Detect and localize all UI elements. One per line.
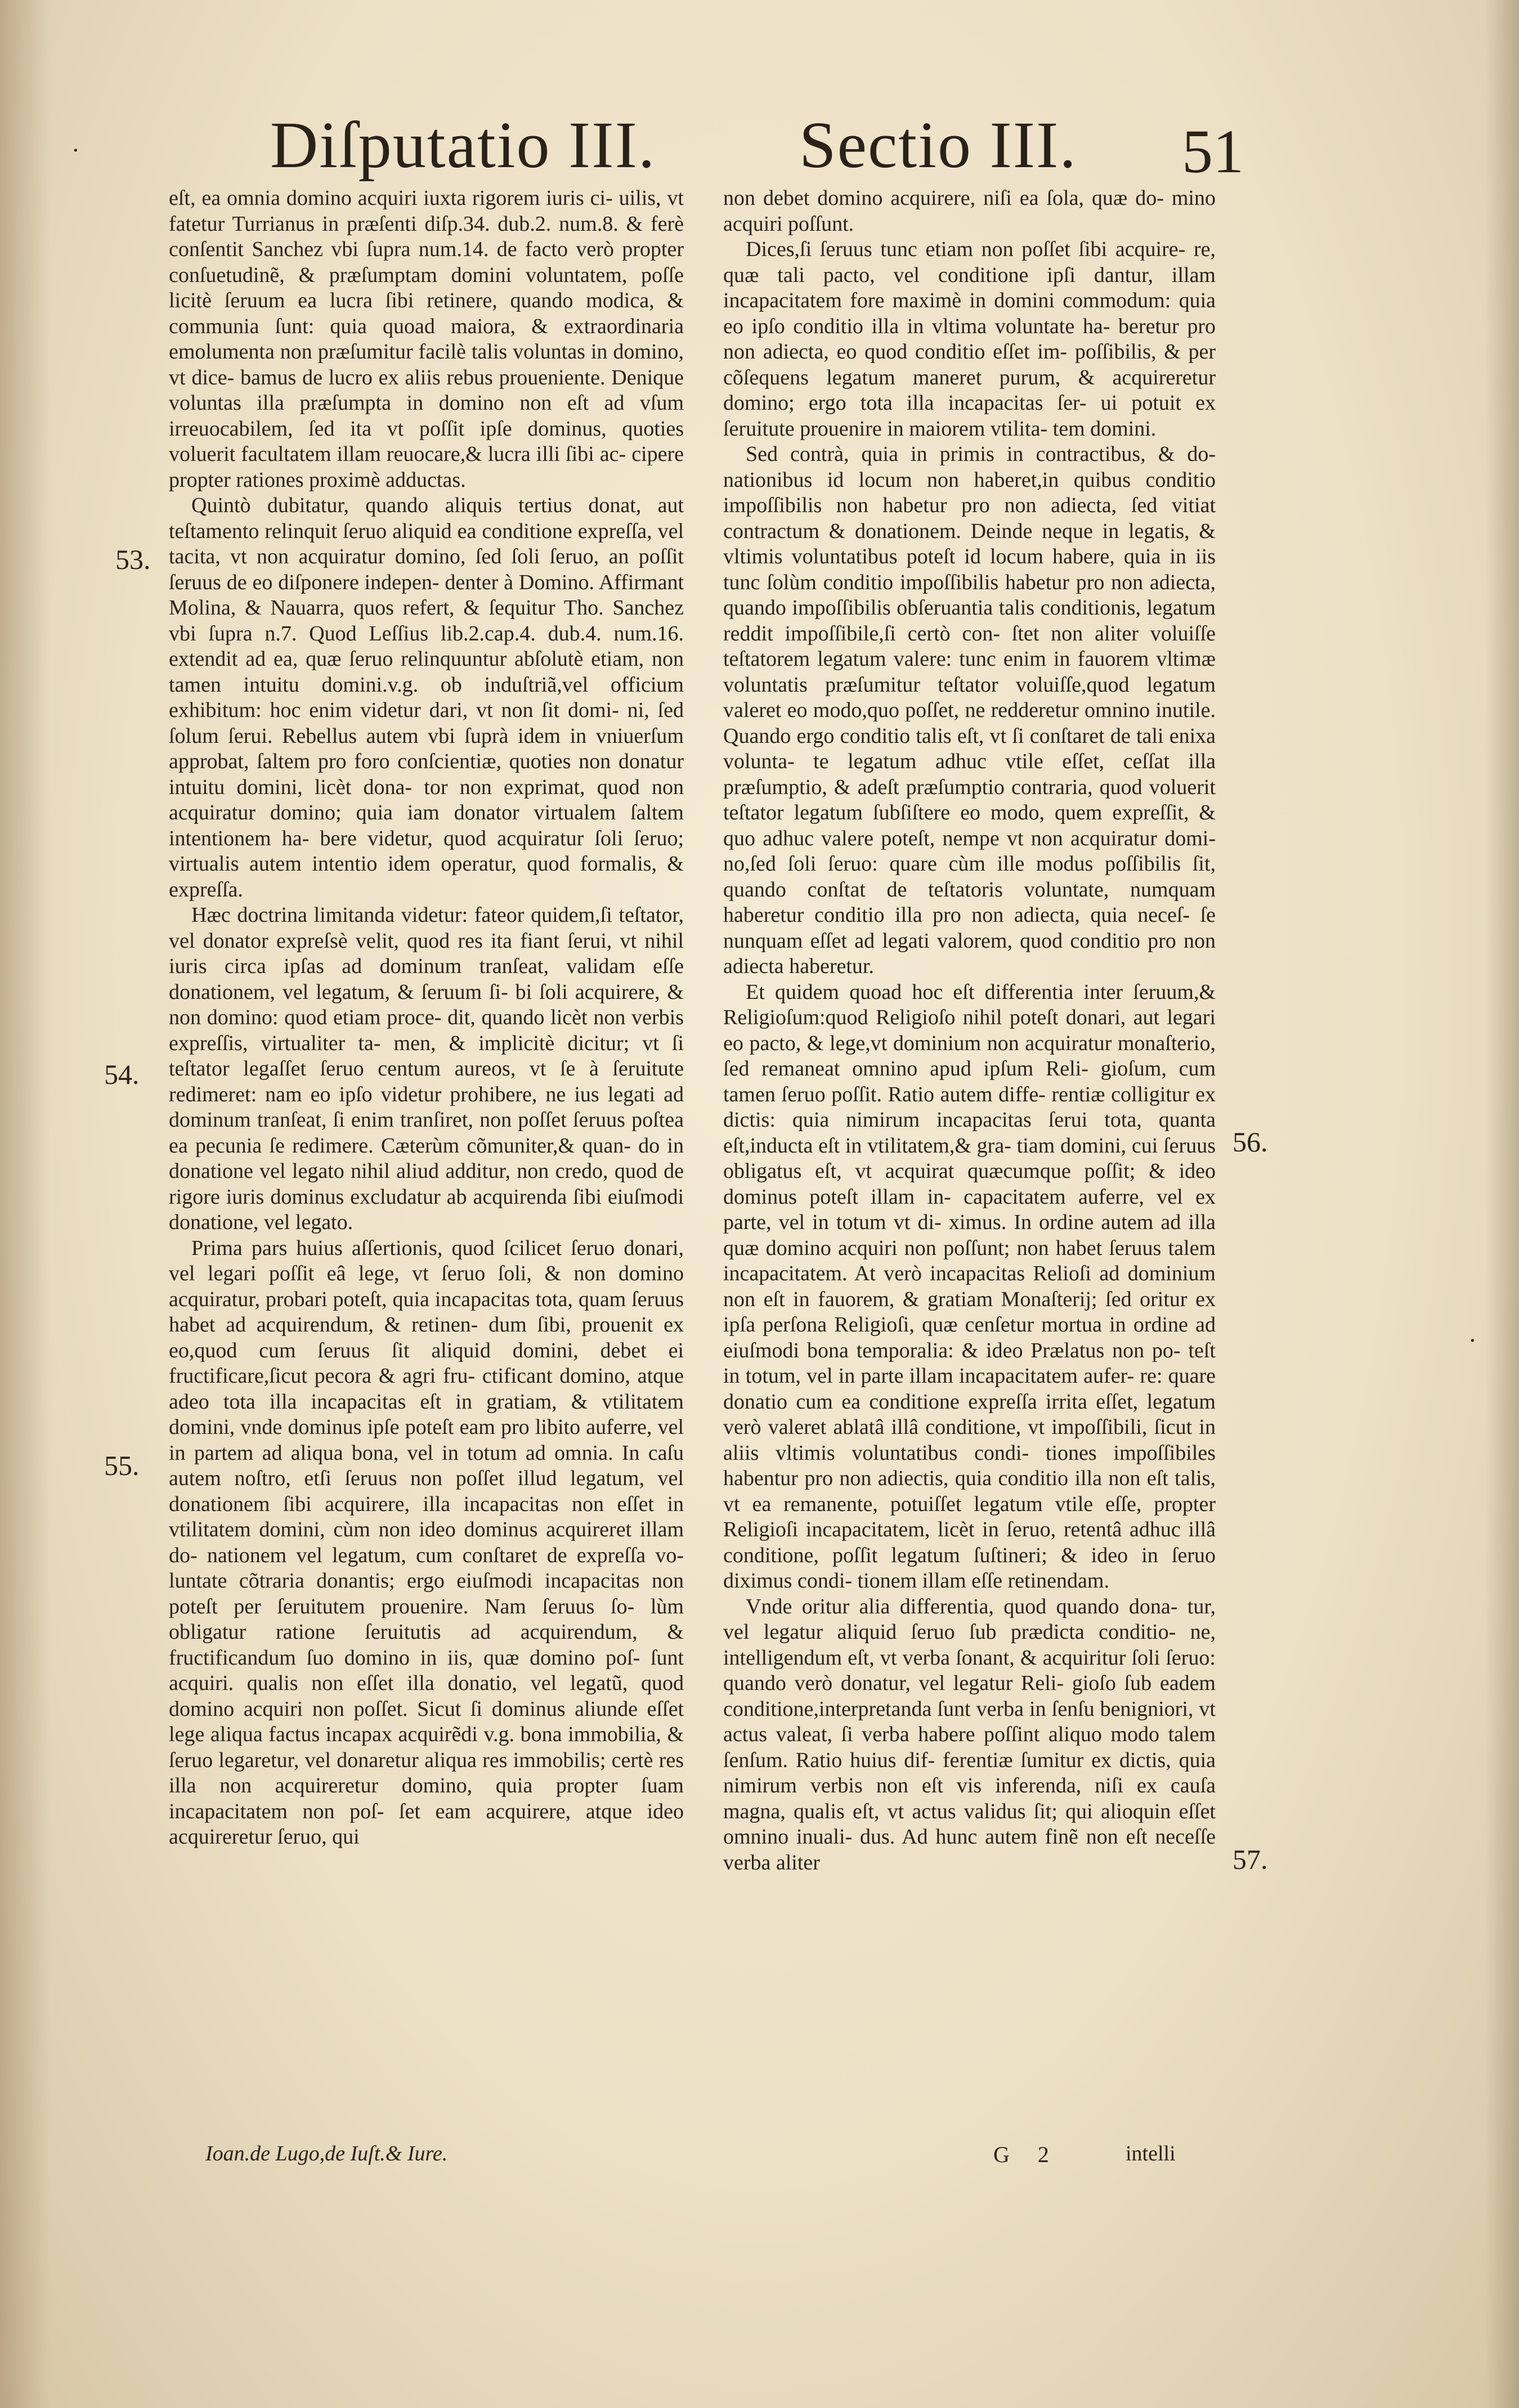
signature-line: Ioan.de Lugo,de Iuſt.& Iure.: [205, 2142, 448, 2165]
paragraph: Sed contrà, quia in primis in contractibus, & do- nationibus id locum non haberet,in quibus conditio impoſſibilis non habetur pro non adiecta, ſed vitiat contractum & donationem. Deinde neque in legatis, & vltimis voluntatibus poteſt id locum habere, quia in iis tunc ſolùm conditio impoſſibilis habetur pro non adiecta, quando impoſſibilis obſeruantia talis conditionis, legatum reddit impoſſibile,ſi certò con- ſtet non aliter voluiſſe teſtatorem legatum valere: tunc enim in fauorem vltimæ voluntatis præſumitur teſtator voluiſſe,quod legatum valeret eo modo,quo poſſet, ne redderetur omnino inutile. Quando ergo conditio talis eſt, vt ſi conſtaret de tali enixa volunta- te legatum adhuc vtile eſſet, ceſſat illa præſumptio, & adeſt præſumptio contraria, quod voluerit teſtator legatum ſubſiſtere eo modo, quem expreſſit, & quo adhuc valere poteſt, nempe vt non acquiratur domi- no,ſed ſoli ſeruo: quare cùm ille modus poſſibilis ſit, quando conſtat de teſtatoris voluntate, numquam haberetur conditio illa pro non adiecta, quia neceſ- ſe nunquam eſſet ad legati valorem, quod conditio pro non adiecta haberetur.: [723, 442, 1216, 978]
paragraph: Vnde oritur alia differentia, quod quando dona- tur, vel legatur aliquid ſeruo ſub prædicta conditio- ne, intelligendum eſt, vt verba ſonant, & acquiritur ſoli ſeruo: quando verò donatur, vel legatur Reli- gioſo ſub eadem conditione,interpretanda ſunt verba in ſenſu benigniori, vt actus valeat, ſi verba habere poſſint aliquo modo talem ſenſum. Ratio huius dif- ferentiæ ſumitur ex dictis, quia nimirum verbis non eſt vis inferenda, niſi ex cauſa magna, qualis eſt, vt actus validus ſit; qui alioquin eſſet omnino inuali- dus. Ad hunc autem finẽ non eſt neceſſe verba aliter: [723, 1594, 1216, 1875]
page-edge-shadow-right: [1485, 0, 1519, 2408]
paragraph: Dices,ſi ſeruus tunc etiam non poſſet ſibi acquire- re, quæ tali pacto, vel conditione ipſi dantur, illam incapacitatem fore maximè in domini commodum: quia eo ipſo conditio illa in vltima voluntate ha- beretur pro non adiecta, eo quod conditio eſſet im- poſſibilis, & per cõſequens legatum maneret purum, & acquireretur domino; ergo tota illa incapacitas ſer- ui potuit ex ſeruitute prouenire in maiorem vtilita- tem domini.: [723, 237, 1216, 441]
paragraph: non debet domino acquirere, niſi ea ſola, quæ do- mino acquiri poſſunt.: [723, 186, 1216, 236]
margin-number-54: 54.: [104, 1059, 140, 1090]
paragraph: Hæc doctrina limitanda videtur: fateor quidem,ſi teſtator, vel donator expreſsè velit, quod res ita fiant ſerui, vt nihil iuris circa ipſas ad dominum tranſeat, validam eſſe donationem, vel legatum, & ſeruum ſi- bi ſoli acquirere, & non domino: quod etiam proce- dit, quando licèt non verbis expreſſis, virtualiter ta- men, & implicitè dicitur; vt ſi teſtator legaſſet ſeruo centum aureos, vt ſe à ſeruitute redimeret: nam eo ipſo videtur prohibere, ne ius legati ad dominum tranſeat, ſi enim tranſiret, non poſſet ſeruus poſtea ea pecunia ſe redimere. Cæterùm cõmuniter,& quan- do in donatione vel legato nihil aliud additur, non credo, quod de rigore iuris dominus excludatur ab acquirenda ſibi eiuſmodi donatione, vel legato.: [169, 903, 684, 1234]
page-number: 51: [1182, 117, 1244, 186]
ink-mark: ·: [72, 138, 79, 164]
ink-mark: ·: [1469, 1328, 1476, 1354]
catchword: intelli: [1126, 2142, 1176, 2165]
running-header: [0, 107, 1519, 186]
right-text-column: [723, 186, 1216, 1876]
gathering-signature-mark: G 2: [993, 2142, 1060, 2167]
paragraph: Prima pars huius aſſertionis, quod ſcilicet ſeruo donari, vel legari poſſit eâ lege, vt ſeruo ſoli, & non domino acquiratur, probari poteſt, quia incapacitas tota, quam ſeruus habet ad acquirendum, & retinen- dum ſibi, prouenit ex eo,quod cum ſeruus ſit aliquid domini, debet ei fructificare,ſicut pecora & agri fru- ctificant domino, atque adeo tota illa incapacitas eſt in gratiam, & vtilitatem domini, vnde dominus ipſe poteſt eam pro libito auferre, vel in partem ad aliqua bona, vel in totum ad omnia. In caſu autem noſtro, etſi ſeruus non poſſet illud legatum, vel donationem ſibi acquirere, illa incapacitas non eſſet in vtilitatem domini, cùm non ideo dominus acquireret illam do- nationem vel legatum, cum conſtaret de expreſſa vo- luntate cõtraria donantis; ergo eiuſmodi incapacitas non poteſt per ſeruitutem prouenire. Nam ſeruus ſo- lùm obligatur ratione ſeruitutis ad acquirendum, & fructificandum ſuo domino in iis, quæ domino poſ- ſunt acquiri. qualis non eſſet illa donatio, vel legatũ, quod domino acquiri non poſſet. Sicut ſi dominus aliunde eſſet lege aliqua factus incapax acquirẽdi v.g. bona immobilia, & ſeruo legaretur, vel donaretur aliqua res immobilis; certè res illa non acquireretur domino, quia propter ſuam incapacitatem non poſ- ſet eam acquirere, atque ideo acquireretur ſeruo, qui: [169, 1236, 684, 1849]
margin-number-57: 57.: [1233, 1844, 1268, 1875]
margin-number-55: 55.: [104, 1450, 140, 1481]
header-left-title: Diſputatio III.: [270, 108, 656, 182]
left-text-column: [169, 186, 684, 1850]
margin-number-56: 56.: [1233, 1126, 1268, 1158]
paragraph: Et quidem quoad hoc eſt differentia inter ſeruum,& Religioſum:quod Religioſo nihil poteſt donari, aut legari eo pacto, & lege,vt dominium non acquiratur monaſterio, ſed remaneat omnino apud ipſum Reli- gioſum, cum tamen ſeruo poſſit. Ratio autem diffe- rentiæ colligitur ex dictis: quia nimirum incapacitas ſerui tota, quanta eſt,inducta eſt in vtilitatem,& gra- tiam domini, cui ſeruus obligatus eſt, vt acquirat quæcumque poſſit; & ideo dominus poteſt illam in- capacitatem auferre, vel ex parte, vel in totum vt di- ximus. In ordine autem ad illa quæ domino acquiri non poſſunt; non habet ſeruus talem incapacitatem. At verò incapacitas Relioſi ad dominium non eſt in fauorem, & gratiam Monaſterij; ſed oritur ex ipſa perſona Religioſi, quæ cenſetur mortua in ordine ad eiuſmodi bona temporalia: & ideo Prælatus non po- teſt in totum, vel in parte illam incapacitatem aufer- re: quare donatio cum ea conditione expreſſa irrita eſſet, legatum verò valeret ablatâ illâ conditione, vt impoſſibili, ſicut in aliis vltimis voluntatibus condi- tiones impoſſibiles habentur pro non adiectis, quia conditio illa non eſt talis, vt ea remanente, potuiſſet legatum vtile eſſe, propter Religioſi incapacitatem, licèt in ſeruo, retentâ adhuc illâ conditione, poſſit legatum ſuſtineri; & ideo in ſeruo diximus condi- tionem illam eſſe retinendam.: [723, 980, 1216, 1593]
paragraph: eſt, ea omnia domino acquiri iuxta rigorem iuris ci- uilis, vt fatetur Turrianus in præſenti diſp.34. dub.2. num.8. & ferè conſentit Sanchez vbi ſupra num.14. de facto verò propter conſuetudinẽ, & præſumptam domini voluntatem, poſſe licitè ſeruum ea lucra ſibi retinere, quando modica, & communia ſunt: quia quoad maiora, & extraordinaria emolumenta non præſumitur facilè talis voluntas in domino, vt dice- bamus de lucro ex aliis rebus prouenientе. Denique voluntas illa præſumpta in domino non eſt ad vſum irreuocabilem, ſed ita vt poſſit ipſe dominus, quoties voluerit facultatem illam reuocare,& lucra illi ſibi ac- cipere propter rationes proximè adductas.: [169, 186, 684, 492]
header-right-title: Sectio III.: [799, 108, 1077, 182]
paragraph: Quintò dubitatur, quando aliquis tertius donat, aut teſtamento relinquit ſeruo aliquid ea conditione expreſſa, vel tacita, vt non acquiratur domino, ſed ſoli ſeruo, an poſſit ſeruus de eo diſponere indepen- denter à Domino. Affirmant Molina, & Nauarra, quos refert, & ſequitur Tho. Sanchez vbi ſupra n.7. Quod Leſſius lib.2.cap.4. dub.4. num.16. extendit ad ea, quæ ſeruo relinquuntur abſolutè etiam, non tamen intuitu domini.v.g. ob induſtriã,vel officium exhibitum: hoc enim videtur dari, vt non ſit domi- ni, ſed ſolum ſerui. Rebellus autem vbi ſuprà idem in vniuerſum approbat, ſaltem pro foro conſcientiæ, quoties non donatur intuitu domini, licèt dona- tor non exprimat, quod non acquiratur domino; quia iam donator virtualem ſaltem intentionem ha- bere videtur, quod acquiratur ſoli ſeruo; virtualis autem intentio idem operatur, quod formalis, & expreſſa.: [169, 494, 684, 902]
margin-number-53: 53.: [115, 544, 151, 575]
page-edge-shadow-left: [0, 0, 51, 2408]
